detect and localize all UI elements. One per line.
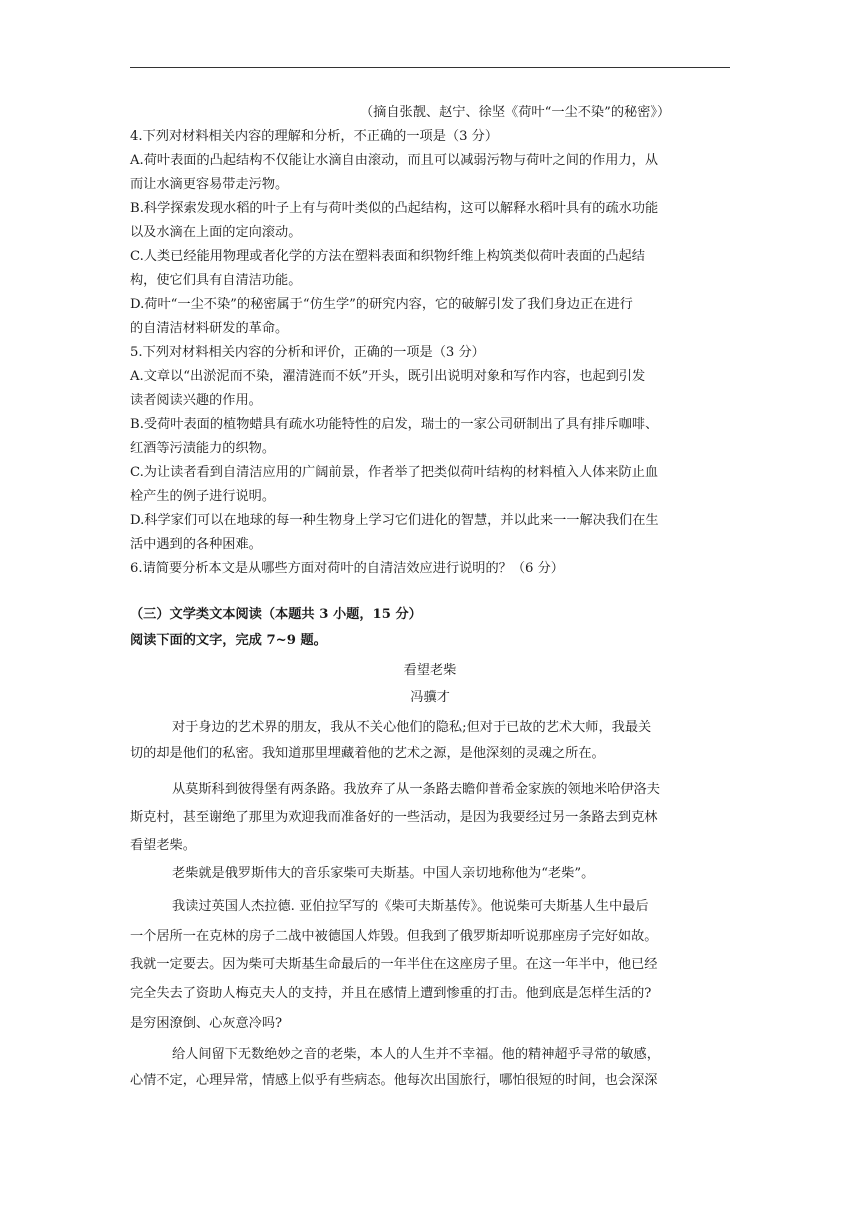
paragraph-1-line-2: 切的却是他们的私密。我知道那里埋藏着他的艺术之源，是他深刻的灵魂之所在。 <box>130 746 605 761</box>
paragraph-4-line-2: 一个居所一在克林的房子二战中被德国人炸毁。但我到了俄罗斯却听说那座房子完好如故。 <box>130 929 658 944</box>
paragraph-3-line-1: 老柴就是俄罗斯伟大的音乐家柴可夫斯基。中国人亲切地称他为“老柴”。 <box>172 866 595 881</box>
q5-option-c: C.为让读者看到自清洁应用的广阔前景，作者举了把类似荷叶结构的材料植入人体来防止血 <box>130 465 659 480</box>
q4-option-c-cont: 构，使它们具有自清洁功能。 <box>130 273 302 288</box>
paragraph-2-line-3: 看望老柴。 <box>130 838 196 853</box>
q4-option-b: B.科学探索发现水稻的叶子上有与荷叶类似的凸起结构，这可以解释水稻叶具有的疏水功能 <box>130 201 659 216</box>
paragraph-4-line-5: 是穷困潦倒、心灰意冷吗? <box>130 1016 283 1031</box>
question-6: 6.请简要分析本文是从哪些方面对荷叶的自清洁效应进行说明的？（6 分） <box>130 561 564 576</box>
q5-option-b: B.受荷叶表面的植物蜡具有疏水功能特性的启发，瑞士的一家公司研制出了具有排斥咖啡、 <box>130 417 659 432</box>
q5-option-d: D.科学家们可以在地球的每一种生物身上学习它们进化的智慧，并以此来一一解决我们在生 <box>130 513 659 528</box>
q4-option-d: D.荷叶“一尘不染”的秘密属于“仿生学”的研究内容，它的破解引发了我们身边正在进行 <box>130 297 633 312</box>
paragraph-2-line-1: 从莫斯科到彼得堡有两条路。我放弃了从一条路去瞻仰普希金家族的领地米哈伊洛夫 <box>172 782 660 797</box>
q5-option-a-cont: 读者阅读兴趣的作用。 <box>130 393 262 408</box>
header-rule <box>130 67 730 68</box>
q4-option-a-cont: 而让水滴更容易带走污物。 <box>130 177 289 192</box>
section-instruction: 阅读下面的文字，完成 7~9 题。 <box>130 633 327 648</box>
paragraph-5-line-2: 心情不定，心理异常，情感上似乎有些病态。他每次出国旅行，哪怕很短的时间，也会深深 <box>130 1073 658 1088</box>
article-title: 看望老柴 <box>403 663 457 678</box>
paragraph-4-line-1: 我读过英国人杰拉德. 亚伯拉罕写的《柴可夫斯基传》。他说柴可夫斯基人生中最后 <box>172 899 649 914</box>
q4-option-d-cont: 的自清洁材料研发的革命。 <box>130 321 289 336</box>
source-citation: （摘自张靓、赵宁、徐坚《荷叶“一尘不染”的秘密》） <box>360 105 671 120</box>
paragraph-2-line-2: 斯克村，甚至谢绝了那里为欢迎我而准备好的一些活动，是因为我要经过另一条路去到克林 <box>130 810 658 825</box>
q4-option-b-cont: 以及水滴在上面的定向滚动。 <box>130 225 302 240</box>
q5-option-d-cont: 活中遇到的各种困难。 <box>130 537 262 552</box>
section-heading: （三）文学类文本阅读（本题共 3 小题，15 分） <box>130 607 422 622</box>
q4-option-c: C.人类已经能用物理或者化学的方法在塑料表面和织物纤维上构筑类似荷叶表面的凸起结 <box>130 249 645 264</box>
article-author: 冯骥才 <box>410 690 450 705</box>
q5-option-b-cont: 红酒等污渍能力的织物。 <box>130 441 276 456</box>
paragraph-1-line-1: 对于身边的艺术界的朋友，我从不关心他们的隐私;但对于已故的艺术大师，我最关 <box>172 720 652 735</box>
q4-option-a: A.荷叶表面的凸起结构不仅能让水滴自由滚动，而且可以减弱污物与荷叶之间的作用力，从 <box>130 153 659 168</box>
question-5-stem: 5.下列对材料相关内容的分析和评价，正确的一项是（3 分） <box>130 345 485 360</box>
paragraph-4-line-3: 我就一定要去。因为柴可夫斯基生命最后的一年半住在这座房子里。在这一年半中，他已经 <box>130 957 658 972</box>
paragraph-5-line-1: 给人间留下无数绝妙之音的老柴，本人的人生并不幸福。他的精神超乎寻常的敏感， <box>172 1047 660 1062</box>
paragraph-4-line-4: 完全失去了资助人梅克夫人的支持，并且在感情上遭到惨重的打击。他到底是怎样生活的? <box>130 986 652 1001</box>
q5-option-a: A.文章以“出淤泥而不染，濯清涟而不妖”开头，既引出说明对象和写作内容，也起到引发 <box>130 369 646 384</box>
q5-option-c-cont: 栓产生的例子进行说明。 <box>130 489 276 504</box>
question-4-stem: 4.下列对材料相关内容的理解和分析，不正确的一项是（3 分） <box>130 129 499 144</box>
